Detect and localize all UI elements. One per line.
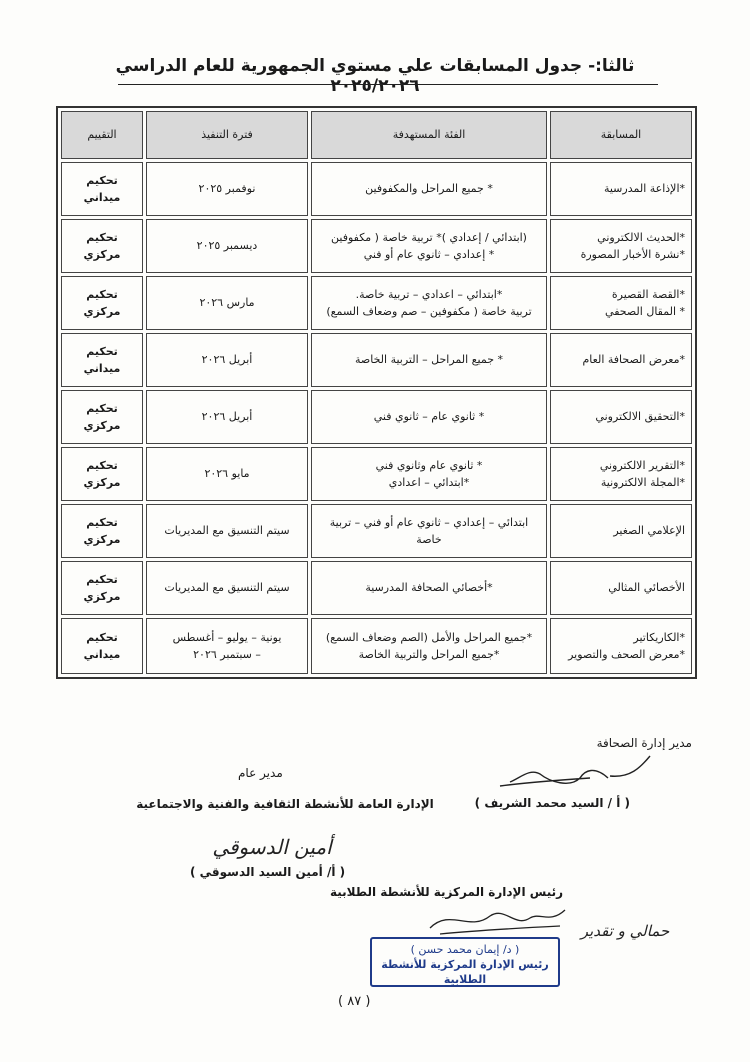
competition-cell [550,561,692,615]
target-group-cell-line: * جميع المراحل والمكفوفين [365,182,493,196]
target-group-cell-line: * ثانوي عام وثانوي فني [375,458,483,472]
signature-scribble-press-director [490,748,660,798]
evaluation-cell: تحكيم مركزي [61,219,143,273]
execution-period-cell-line: يونية – يوليو – أغسطس [172,630,282,644]
evaluation-cell: تحكيم مركزي [61,390,143,444]
target-group-cell [311,162,547,216]
target-group-cell-line: تربية خاصة ( مكفوفين – صم وضعاف السمع) [326,305,532,318]
competition-cell [550,276,692,330]
competition-cell-line: *التحقيق الالكتروني [595,410,685,424]
handwritten-note-text: حمالي و تقدير [580,922,670,940]
execution-period-cell-line: أبريل ٢٠٢٦ [201,353,253,367]
competition-cell-line: *معرض الصحف والتصوير [568,648,685,661]
target-group-cell-line: *جميع المراحل والتربية الخاصة [358,648,500,661]
table-row [61,162,692,216]
signature-department: الإدارة العامة للأنشطة الثقافية والفنية والاجتماعية [136,797,434,811]
execution-period-cell-line: نوفمبر ٢٠٢٥ [198,182,256,196]
target-group-cell [311,219,547,273]
signature-title-press-director: مدير إدارة الصحافة [596,736,692,750]
competition-cell [550,618,692,674]
competition-cell-line: الأخصائي المثالي [608,581,685,595]
signature-scribble-central-admin [420,898,570,938]
execution-period-cell [146,504,308,558]
signature-name-general-manager: ( أ/ أمين السيد الدسوقي ) [190,865,346,879]
evaluation-cell: تحكيم ميداني [61,333,143,387]
target-group-cell [311,390,547,444]
document-title: ثالثا:- جدول المسابقات علي مستوي الجمهورية للعام الدراسي ٢٠٢٥/٢٠٢٦ [115,56,635,96]
table-body [61,162,692,674]
signature-title-general-manager: مدير عام [238,766,283,780]
evaluation-cell: تحكيم مركزي [61,561,143,615]
table-row [61,618,692,674]
target-group-cell-line: * إعدادي – ثانوي عام أو فني [363,248,495,261]
page-number: ( ٨٧ ) [338,994,371,1009]
competition-cell-line: الإعلامي الصغير [613,524,685,538]
execution-period-cell [146,219,308,273]
competition-cell-line: *معرض الصحافة العام [582,353,685,367]
execution-period-cell-line: ديسمبر ٢٠٢٥ [196,239,258,253]
header-competition: المسابقة [550,111,692,159]
official-stamp [370,937,560,987]
header-evaluation: التقييم [61,111,143,159]
title-underline [118,84,658,85]
execution-period-cell-line: – سبتمبر ٢٠٢٦ [193,648,261,661]
target-group-cell-line: (ابتدائي / إعدادي )* تربية خاصة ( مكفوفين [331,230,527,244]
evaluation-cell: تحكيم ميداني [61,618,143,674]
stamp-title: رئيس الإدارة المركزية للأنشطة الطلابية [381,957,549,986]
execution-period-cell [146,390,308,444]
competition-cell-line: * المقال الصحفي [605,305,685,318]
execution-period-cell [146,618,308,674]
competition-cell [550,333,692,387]
execution-period-cell [146,276,308,330]
target-group-cell-line: *ابتدائي – اعدادي – تربية خاصة. [355,287,503,301]
target-group-cell-line: * جميع المراحل – التربية الخاصة [354,353,503,367]
table-row [61,504,692,558]
target-group-cell-line: *جميع المراحل والأمل (الصم وضعاف السمع) [325,630,533,644]
target-group-cell-line: *أخصائي الصحافة المدرسية [365,581,493,595]
execution-period-cell-line: مارس ٢٠٢٦ [199,296,255,310]
execution-period-cell-line: سيتم التنسيق مع المديريات [164,581,290,595]
evaluation-cell: تحكيم ميداني [61,162,143,216]
table-header-row [61,111,692,159]
competition-cell-line: *نشرة الأخبار المصورة [580,248,685,261]
execution-period-cell-line: سيتم التنسيق مع المديريات [164,524,290,538]
competition-cell [550,447,692,501]
competitions-table [56,106,697,679]
execution-period-cell [146,333,308,387]
execution-period-cell-line: مايو ٢٠٢٦ [204,467,250,481]
target-group-cell-line: *ابتدائي – اعدادي [388,476,470,489]
target-group-cell [311,276,547,330]
target-group-cell-line: خاصة [416,533,442,546]
competition-cell [550,504,692,558]
stamp-name: ( د/ إيمان محمد حسن ) [410,943,520,956]
signature-title-central-admin: رئيس الإدارة المركزية للأنشطة الطلابية [330,885,564,899]
evaluation-cell: تحكيم مركزي [61,447,143,501]
target-group-cell [311,333,547,387]
competition-cell-line: *القصة القصيرة [611,287,685,301]
competition-cell [550,219,692,273]
table-row [61,390,692,444]
competition-cell [550,390,692,444]
header-period: فترة التنفيذ [146,111,308,159]
execution-period-cell [146,561,308,615]
evaluation-cell: تحكيم مركزي [61,276,143,330]
competition-cell-line: *الإذاعة المدرسية [603,182,685,196]
target-group-cell [311,447,547,501]
table-row [61,447,692,501]
competition-cell-line: *التقرير الالكتروني [599,458,685,472]
evaluation-cell: تحكيم مركزي [61,504,143,558]
competition-cell-line: *الكاريكاتير [633,630,685,644]
competition-cell-line: *الحديث الالكتروني [597,230,685,244]
target-group-cell-line: * ثانوي عام – ثانوي فني [373,410,485,424]
execution-period-cell-line: أبريل ٢٠٢٦ [201,410,253,424]
handwritten-note-central-admin [560,910,690,950]
handwritten-signature-text: أمين الدسوقي [212,835,332,859]
target-group-cell [311,561,547,615]
table-row [61,333,692,387]
table-row [61,276,692,330]
table-row [61,219,692,273]
target-group-cell [311,504,547,558]
competition-cell [550,162,692,216]
signature-name-press-director: ( أ / السيد محمد الشريف ) [474,796,630,810]
header-target: الفئة المستهدفة [311,111,547,159]
competition-cell-line: *المجلة الالكترونية [600,476,685,489]
handwritten-signature-general-manager [172,828,372,864]
execution-period-cell [146,162,308,216]
target-group-cell [311,618,547,674]
target-group-cell-line: ابتدائي – إعدادي – ثانوي عام أو فني – تربية [329,515,529,529]
execution-period-cell [146,447,308,501]
table-row [61,561,692,615]
